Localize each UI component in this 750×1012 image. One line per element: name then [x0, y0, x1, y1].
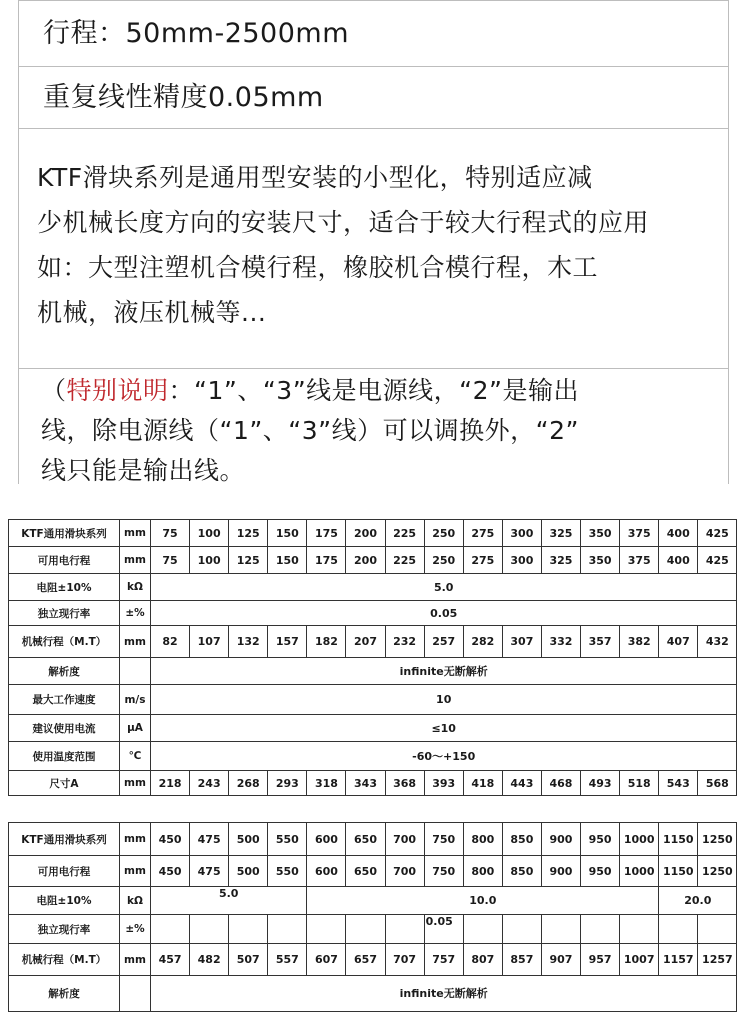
empty-cell — [346, 915, 385, 944]
value-cell: 282 — [463, 626, 502, 658]
value-cell: 907 — [541, 944, 580, 975]
row-unit: mm — [120, 626, 151, 658]
row-label: 解析度 — [9, 658, 120, 685]
span-value-cell: ≤10 — [151, 715, 737, 742]
value-cell: 175 — [307, 520, 346, 547]
row-unit — [120, 658, 151, 685]
value-cell: 175 — [307, 547, 346, 574]
empty-cell — [698, 915, 737, 944]
table-row — [9, 658, 737, 685]
value-cell: 657 — [346, 944, 385, 975]
value-cell: 1257 — [698, 944, 737, 975]
value-cell: 750 — [424, 823, 463, 856]
table-row — [9, 742, 737, 771]
value-cell: 225 — [385, 547, 424, 574]
value-cell: 275 — [463, 547, 502, 574]
row-label: 可用电行程 — [9, 547, 120, 574]
value-cell: 757 — [424, 944, 463, 975]
spec-panel — [18, 0, 729, 484]
value-cell: 807 — [463, 944, 502, 975]
row-label: 解析度 — [9, 975, 120, 1011]
value-cell: 518 — [620, 771, 659, 796]
value-cell: 200 — [346, 520, 385, 547]
value-cell: 1150 — [659, 823, 698, 856]
value-cell: 750 — [424, 856, 463, 887]
value-cell: 800 — [463, 823, 502, 856]
empty-cell — [151, 915, 190, 944]
value-cell: 957 — [581, 944, 620, 975]
table-row — [9, 547, 737, 574]
row-unit: mm — [120, 520, 151, 547]
value-cell: 150 — [268, 520, 307, 547]
table-row — [9, 823, 737, 856]
table-row — [9, 715, 737, 742]
stroke-range: 行程：50mm-2500mm — [19, 0, 728, 67]
row-unit: kΩ — [120, 574, 151, 601]
value-cell: 350 — [581, 547, 620, 574]
value-cell: 257 — [424, 626, 463, 658]
value-cell: 232 — [385, 626, 424, 658]
row-label: 尺寸A — [9, 771, 120, 796]
value-cell: 75 — [151, 520, 190, 547]
value-cell: 425 — [698, 547, 737, 574]
row-unit: ℃ — [120, 742, 151, 771]
row-unit: kΩ — [120, 887, 151, 915]
table-row — [9, 520, 737, 547]
value-cell: 382 — [620, 626, 659, 658]
table-row — [9, 771, 737, 796]
row-label: KTF通用滑块系列 — [9, 520, 120, 547]
row-label: 独立现行率 — [9, 601, 120, 626]
special-note — [19, 369, 728, 491]
value-cell: 82 — [151, 626, 190, 658]
value-cell: 107 — [190, 626, 229, 658]
value-cell: 75 — [151, 547, 190, 574]
value-cell: 325 — [541, 547, 580, 574]
note-line — [41, 371, 708, 411]
value-cell: 218 — [151, 771, 190, 796]
value-cell: 400 — [659, 547, 698, 574]
value-cell: 432 — [698, 626, 737, 658]
empty-cell — [541, 915, 580, 944]
empty-cell — [229, 915, 268, 944]
value-cell: 950 — [581, 823, 620, 856]
row-unit: ±% — [120, 915, 151, 944]
value-cell: 243 — [190, 771, 229, 796]
value-cell: 132 — [229, 626, 268, 658]
value-cell: 543 — [659, 771, 698, 796]
row-unit: mm — [120, 547, 151, 574]
value-cell: 1150 — [659, 856, 698, 887]
table-row — [9, 601, 737, 626]
value-cell: 375 — [620, 520, 659, 547]
value-cell: 950 — [581, 856, 620, 887]
value-cell: 900 — [541, 856, 580, 887]
row-label: 电阻±10% — [9, 887, 120, 915]
span-value-cell: 10 — [151, 685, 737, 715]
empty-cell — [190, 915, 229, 944]
note-line: 线只能是输出线。 — [41, 456, 246, 485]
row-label: 可用电行程 — [9, 856, 120, 887]
span-value-cell: infinite无断解析 — [151, 975, 737, 1011]
value-cell: 418 — [463, 771, 502, 796]
value-cell: 607 — [307, 944, 346, 975]
spec-table-1 — [8, 519, 737, 796]
value-cell: 125 — [229, 520, 268, 547]
value-cell: 557 — [268, 944, 307, 975]
value-cell: 1250 — [698, 856, 737, 887]
linearity-value-cell — [424, 915, 463, 944]
value-cell: 507 — [229, 944, 268, 975]
table-row — [9, 975, 737, 1011]
value-cell: 850 — [502, 823, 541, 856]
empty-cell — [463, 915, 502, 944]
table-row — [9, 574, 737, 601]
value-cell: 100 — [190, 520, 229, 547]
value-cell: 1000 — [620, 823, 659, 856]
value-cell: 857 — [502, 944, 541, 975]
value-cell: 150 — [268, 547, 307, 574]
value-cell: 250 — [424, 520, 463, 547]
value-cell: 1250 — [698, 823, 737, 856]
value-cell: 450 — [151, 856, 190, 887]
span-value-cell: 0.05 — [151, 601, 737, 626]
linearity-precision: 重复线性精度0.05mm — [19, 67, 728, 129]
value-cell: 700 — [385, 823, 424, 856]
value-cell: 293 — [268, 771, 307, 796]
value-cell: 650 — [346, 823, 385, 856]
spec-table-2 — [8, 822, 737, 1012]
table-row — [9, 944, 737, 975]
row-label: 电阻±10% — [9, 574, 120, 601]
value-cell: 450 — [151, 823, 190, 856]
row-unit: mm — [120, 856, 151, 887]
table-row — [9, 685, 737, 715]
empty-cell — [385, 915, 424, 944]
value-cell: 307 — [502, 626, 541, 658]
row-unit: mm — [120, 771, 151, 796]
table-row — [9, 915, 737, 944]
value-cell: 357 — [581, 626, 620, 658]
row-unit: μA — [120, 715, 151, 742]
value-cell: 500 — [229, 823, 268, 856]
value-cell: 482 — [190, 944, 229, 975]
value-cell: 300 — [502, 547, 541, 574]
row-unit: mm — [120, 823, 151, 856]
value-cell: 600 — [307, 823, 346, 856]
value-cell: 568 — [698, 771, 737, 796]
value-cell: 457 — [151, 944, 190, 975]
row-label: 独立现行率 — [9, 915, 120, 944]
value-cell: 700 — [385, 856, 424, 887]
value-cell: 250 — [424, 547, 463, 574]
value-cell: 393 — [424, 771, 463, 796]
resistance-value-cell: 5.0 — [151, 887, 307, 915]
value-cell: 275 — [463, 520, 502, 547]
empty-cell — [659, 915, 698, 944]
value-cell: 707 — [385, 944, 424, 975]
value-cell: 300 — [502, 520, 541, 547]
row-label: 最大工作速度 — [9, 685, 120, 715]
value-cell: 368 — [385, 771, 424, 796]
description-line: KTF滑块系列是通用型安装的小型化，特别适应减 — [37, 163, 593, 192]
span-value-cell: infinite无断解析 — [151, 658, 737, 685]
value-cell: 400 — [659, 520, 698, 547]
row-label: 建议使用电流 — [9, 715, 120, 742]
span-value-cell: 5.0 — [151, 574, 737, 601]
empty-cell — [307, 915, 346, 944]
value-cell: 100 — [190, 547, 229, 574]
value-cell: 182 — [307, 626, 346, 658]
value-cell: 407 — [659, 626, 698, 658]
value-cell: 850 — [502, 856, 541, 887]
note-prefix: （ — [41, 376, 67, 405]
row-unit: ±% — [120, 601, 151, 626]
table-row — [9, 626, 737, 658]
value-cell: 375 — [620, 547, 659, 574]
note-text: ：“1”、“3”线是电源线，“2”是输出 — [168, 376, 579, 405]
row-label: 使用温度范围 — [9, 742, 120, 771]
value-cell: 500 — [229, 856, 268, 887]
value-cell: 550 — [268, 856, 307, 887]
description-line: 如：大型注塑机合模行程，橡胶机合模行程，木工 — [37, 253, 599, 282]
value-cell: 475 — [190, 856, 229, 887]
value-cell: 200 — [346, 547, 385, 574]
row-unit: m/s — [120, 685, 151, 715]
value-cell: 600 — [307, 856, 346, 887]
description-line: 机械，液压机械等... — [37, 298, 267, 327]
row-label: 机械行程（M.T） — [9, 944, 120, 975]
value-cell: 268 — [229, 771, 268, 796]
table-row — [9, 856, 737, 887]
value-cell: 1000 — [620, 856, 659, 887]
value-cell: 475 — [190, 823, 229, 856]
table-row — [9, 887, 737, 915]
row-unit: mm — [120, 944, 151, 975]
row-unit — [120, 975, 151, 1011]
value-cell: 493 — [581, 771, 620, 796]
row-label: 机械行程（M.T） — [9, 626, 120, 658]
row-label: KTF通用滑块系列 — [9, 823, 120, 856]
value-cell: 468 — [541, 771, 580, 796]
value-cell: 800 — [463, 856, 502, 887]
value-cell: 443 — [502, 771, 541, 796]
empty-cell — [268, 915, 307, 944]
value-cell: 1157 — [659, 944, 698, 975]
value-cell: 900 — [541, 823, 580, 856]
value-cell: 650 — [346, 856, 385, 887]
value-cell: 550 — [268, 823, 307, 856]
value-cell: 325 — [541, 520, 580, 547]
linearity-value: 0.05 — [425, 915, 453, 929]
value-cell: 332 — [541, 626, 580, 658]
resistance-value-cell: 20.0 — [659, 887, 737, 915]
resistance-value-cell: 10.0 — [307, 887, 659, 915]
empty-cell — [581, 915, 620, 944]
product-description — [19, 129, 728, 369]
value-cell: 225 — [385, 520, 424, 547]
empty-cell — [620, 915, 659, 944]
description-line: 少机械长度方向的安装尺寸，适合于较大行程式的应用 — [37, 208, 650, 237]
value-cell: 207 — [346, 626, 385, 658]
span-value-cell: -60～+150 — [151, 742, 737, 771]
value-cell: 1007 — [620, 944, 659, 975]
value-cell: 425 — [698, 520, 737, 547]
value-cell: 157 — [268, 626, 307, 658]
value-cell: 343 — [346, 771, 385, 796]
empty-cell — [502, 915, 541, 944]
note-line: 线，除电源线（“1”、“3”线）可以调换外，“2” — [41, 416, 579, 445]
value-cell: 350 — [581, 520, 620, 547]
value-cell: 125 — [229, 547, 268, 574]
note-highlight: 特别说明 — [66, 376, 169, 405]
value-cell: 318 — [307, 771, 346, 796]
